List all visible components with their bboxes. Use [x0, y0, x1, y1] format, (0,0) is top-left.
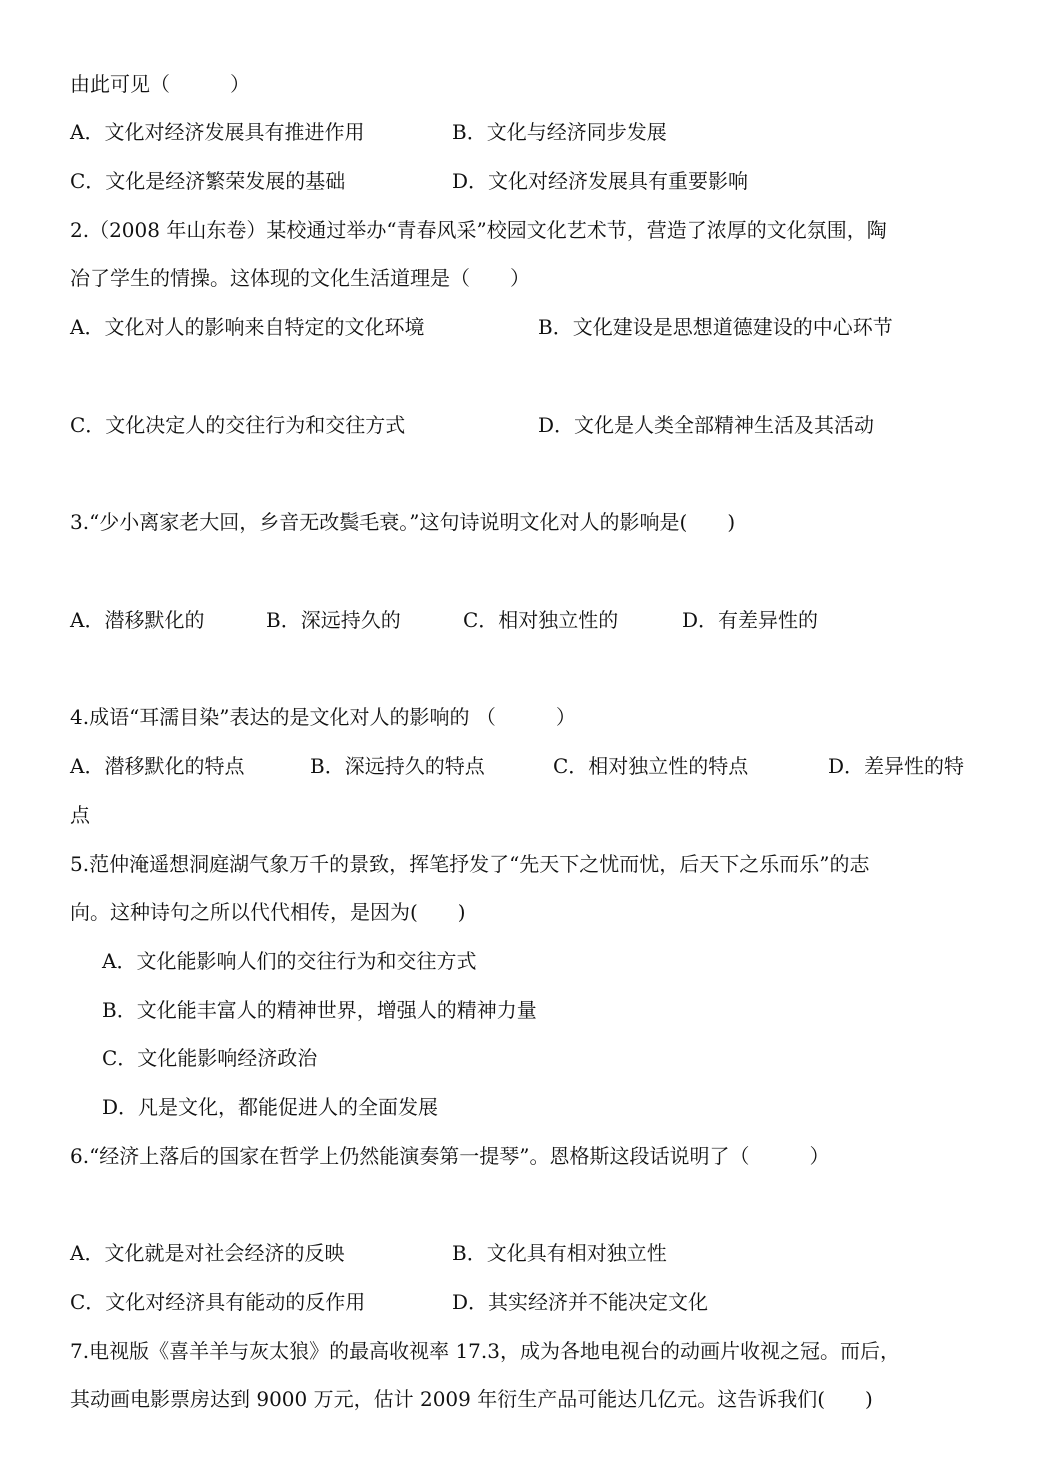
- q2-option-d: D．文化是人类全部精神生活及其活动: [538, 413, 875, 437]
- q4-option-c: C．相对独立性的特点: [553, 754, 749, 778]
- q5-stem-line2: 向。这种诗句之所以代代相传，是因为( ): [70, 900, 466, 924]
- q1-option-c: C．文化是经济繁荣发展的基础: [70, 169, 346, 193]
- q3-option-b: B．深远持久的: [266, 608, 401, 632]
- q1-stem-tail: 由此可见（ ）: [70, 72, 250, 96]
- q7-stem-line1: 7.电视版《喜羊羊与灰太狼》的最高收视率 17.3，成为各地电视台的动画片收视之冠。而后，: [70, 1339, 900, 1363]
- q3-stem: 3.“少小离家老大回，乡音无改鬓毛衰。”这句诗说明文化对人的影响是( ): [70, 510, 736, 534]
- q5-option-a: A．文化能影响人们的交往行为和交往方式: [102, 949, 477, 973]
- q2-stem-line1: 2.（2008 年山东卷）某校通过举办“青春风采”校园文化艺术节，营造了浓厚的文化氛围，陶: [70, 218, 887, 242]
- q3-option-a: A．潜移默化的: [70, 608, 205, 632]
- q1-option-b: B．文化与经济同步发展: [452, 120, 667, 144]
- q2-option-c: C．文化决定人的交往行为和交往方式: [70, 413, 406, 437]
- q4-option-b: B．深远持久的特点: [310, 754, 485, 778]
- q5-option-c: C．文化能影响经济政治: [102, 1046, 318, 1070]
- q4-option-a: A．潜移默化的特点: [70, 754, 245, 778]
- q6-option-c: C．文化对经济具有能动的反作用: [70, 1290, 366, 1314]
- q3-option-c: C．相对独立性的: [463, 608, 619, 632]
- q4-stem: 4.成语“耳濡目染”表达的是文化对人的影响的 （ ）: [70, 705, 576, 729]
- q6-stem: 6.“经济上落后的国家在哲学上仍然能演奏第一提琴”。恩格斯这段话说明了（ ）: [70, 1144, 830, 1168]
- q5-stem-line1: 5.范仲淹遥想洞庭湖气象万千的景致，挥笔抒发了“先天下之忧而忧，后天下之乐而乐”的志: [70, 852, 870, 876]
- q5-option-b: B．文化能丰富人的精神世界，增强人的精神力量: [102, 998, 537, 1022]
- q6-option-d: D．其实经济并不能决定文化: [452, 1290, 709, 1314]
- q5-option-d: D．凡是文化，都能促进人的全面发展: [102, 1095, 439, 1119]
- q6-option-a: A．文化就是对社会经济的反映: [70, 1241, 345, 1265]
- q2-option-b: B．文化建设是思想道德建设的中心环节: [538, 315, 893, 339]
- q4-option-d: D．差异性的特: [828, 754, 965, 778]
- q2-option-a: A．文化对人的影响来自特定的文化环境: [70, 315, 425, 339]
- q1-option-d: D．文化对经济发展具有重要影响: [452, 169, 749, 193]
- q2-stem-line2: 冶了学生的情操。这体现的文化生活道理是（ ）: [70, 266, 530, 290]
- q3-option-d: D．有差异性的: [682, 608, 819, 632]
- q6-option-b: B．文化具有相对独立性: [452, 1241, 667, 1265]
- q1-option-a: A．文化对经济发展具有推进作用: [70, 120, 365, 144]
- q7-stem-line2: 其动画电影票房达到 9000 万元，估计 2009 年衍生产品可能达几亿元。这告诉我们( ): [70, 1387, 873, 1411]
- q4-option-d-wrap: 点: [70, 803, 90, 827]
